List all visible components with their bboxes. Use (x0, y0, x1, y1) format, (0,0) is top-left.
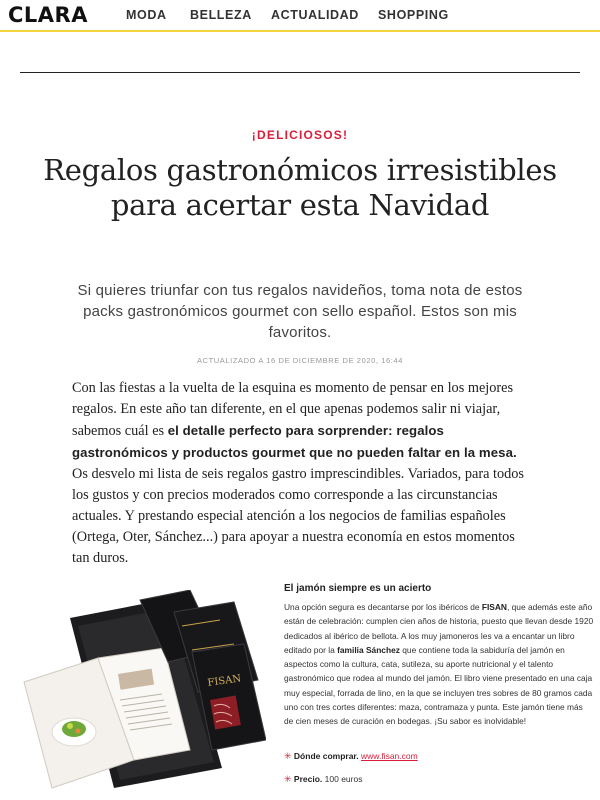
article-title: Regalos gastronómicos irresistibles para acertar esta Navidad (43, 153, 557, 222)
top-navigation (0, 0, 600, 32)
body-highlight: el detalle perfecto para sorprender: regalos gastronómicos y productos gourmet que no pueden faltar en la mesa. (72, 423, 517, 460)
product-image (22, 590, 266, 790)
ham-slices (210, 695, 241, 729)
article-kicker: ¡DELICIOSOS! (251, 128, 349, 142)
body-text-part: Con las fiestas a la vuelta de la esquina es momento de pensar en los mejores regalos. En este año tan diferente, en el que apenas podemos salir ni viajar, sabemos cuál es (72, 380, 514, 439)
nav-link-belleza[interactable]: BELLEZA (190, 8, 252, 22)
article-updated-date: ACTUALIZADO A 16 DE DICIEMBRE DE 2020, 16:44 (196, 356, 404, 365)
nav-link-moda[interactable]: MODA (126, 8, 167, 22)
product-text-part: , que además este año están de celebración: cumplen cien años de historia, puesto que llevan desde 1920 dedicados al ibérico de bellota. A los muy jamoneros les va a encantar un libro editado por la (284, 602, 594, 655)
product-family: familia Sánchez (337, 644, 400, 655)
nav-link-shopping[interactable]: SHOPPING (378, 8, 449, 22)
product-heading: El jamón siempre es un acierto (284, 583, 432, 594)
article-subtitle: Si quieres triunfar con tus regalos navideños, toma nota de estos packs gastronómicos gourmet con sello español. Estos son mis favoritos. (77, 282, 523, 341)
brand-logo-text: FISAN (206, 673, 242, 689)
price-info (284, 774, 362, 785)
product-description (284, 600, 594, 729)
star-icon: ✳ (284, 751, 292, 761)
shop-link[interactable]: www.fisan.com (361, 751, 418, 761)
product-text-part: Una opción segura es decantarse por los ibéricos de (284, 602, 482, 612)
product-text-part: que contiene toda la sabiduría del jamón en aspectos como la cultura, cata, sutileza, su aporte nutricional y el talento gastronómico que rodea al mundo del jamón. El libro viene presentado en una caja muy especial, forrada de lino, en la que se incluyen tres sobres de 80 gramos cada uno con tres cortes diferentes: maza, contramaza y punta. Este jamón tiene más de cien meses de curación en bodegas. ¡Su sabor es inolvidable! (284, 644, 593, 727)
where-label: Dónde comprar. (293, 751, 359, 761)
divider-rule (20, 72, 580, 73)
dish-greens (62, 721, 86, 737)
site-logo[interactable]: CLARA (8, 3, 88, 27)
where-to-buy (284, 751, 418, 762)
body-text-part: Os desvelo mi lista de seis regalos gastro imprescindibles. Variados, para todos los gustos y con precios moderados como corresponde a las circunstancias actuales. Y prestando especial atención a los negocios de familias españoles (Ortega, Oter, Sánchez...) para apoyar a nuestra economía en estos momentos tan duros. (72, 466, 524, 566)
article-body (72, 378, 527, 569)
price-value: 100 euros (324, 774, 363, 784)
star-icon: ✳ (284, 774, 292, 784)
nav-link-actualidad[interactable]: ACTUALIDAD (271, 8, 359, 22)
product-brand: FISAN (481, 602, 507, 612)
price-label: Precio. (293, 774, 323, 784)
